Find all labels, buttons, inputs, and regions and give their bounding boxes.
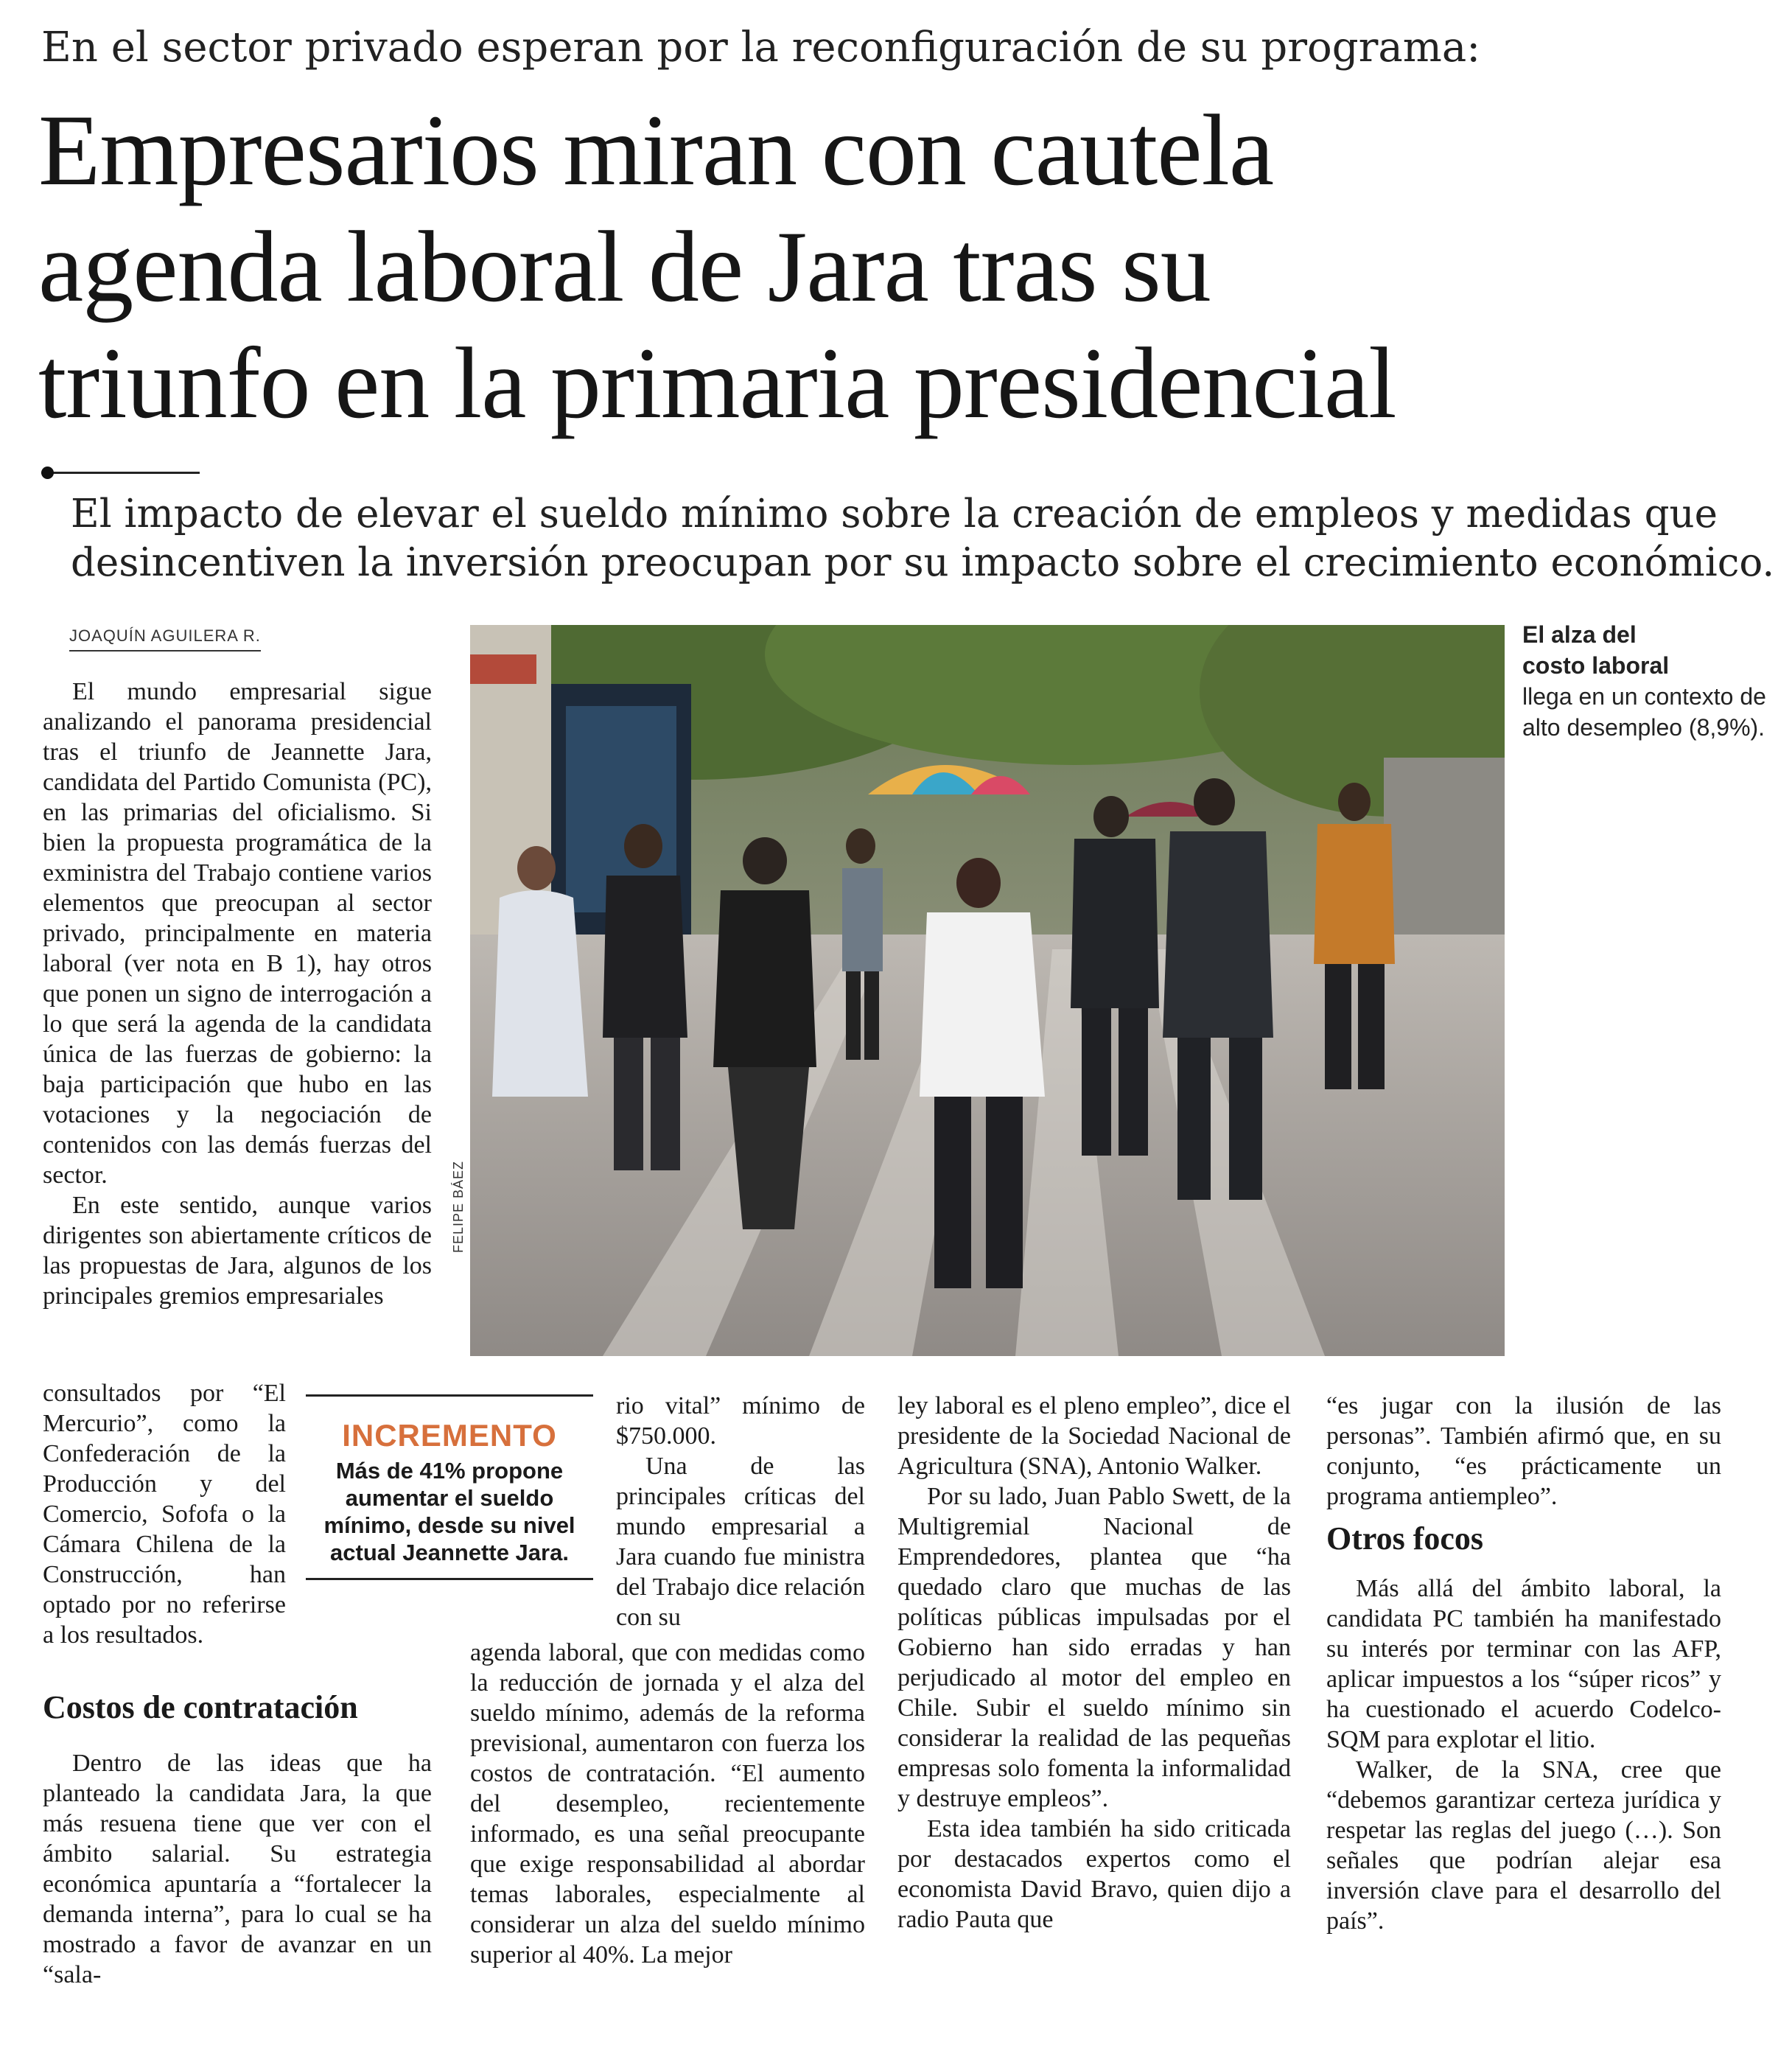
headline-line-1: Empresarios miran con cautela: [38, 94, 1274, 206]
paragraph: ley laboral es el pleno empleo”, dice el presidente de la Sociedad Nacional de Agricultura (SNA), Antonio Walker.: [897, 1392, 1291, 1480]
paragraph: agenda laboral, que con medidas como la reducción de jornada y el alza del sueldo mínimo, además de la reforma previsional, aumentaron con fuerza los costos de contratación. “El aumento del desempleo, recientemente informado, es una señal preocupante que exige responsabilidad al abordar temas laborales, especialmente al considerar un alza del sueldo mínimo superior al 40%. La mejor: [470, 1639, 865, 1969]
deck-line-1: El impacto de elevar el sueldo mínimo sobre la creación de empleos y medidas que: [71, 492, 1718, 537]
deck: [71, 490, 1780, 587]
paragraph: Más allá del ámbito laboral, la candidata PC también ha manifestado su interés por terminar con las AFP, aplicar impuestos a los “súper ricos” y ha cuestionado el acuerdo Codelco-SQM para explotar el litio.: [1326, 1575, 1721, 1753]
sidebar-text: Más de 41% propone aumentar el sueldo mínimo, desde su nivel actual Jeannette Jara.: [323, 1458, 575, 1565]
deck-line-2: desincentiven la inversión preocupan por su impacto sobre el crecimiento económico.: [71, 540, 1775, 585]
kicker: En el sector privado esperan por la reconfiguración de su programa:: [41, 24, 1481, 71]
byline: JOAQUÍN AGUILERA R.: [69, 626, 261, 652]
subheading: Costos de contratación: [43, 1689, 358, 1725]
paragraph: En este sentido, aunque varios dirigentes son abiertamente críticos de las propuestas de Jara, algunos de los principales gremios empresariales: [43, 1192, 432, 1310]
sidebar-box: [306, 1394, 593, 1580]
paragraph: “es jugar con la ilusión de las personas”. También afirmó que, en su conjunto, “es prácticamente un programa antiempleo”.: [1326, 1392, 1721, 1510]
paragraph: rio vital” mínimo de $750.000.: [616, 1392, 865, 1450]
sidebar-title: INCREMENTO: [342, 1418, 557, 1453]
paragraph: Dentro de las ideas que ha planteado la candidata Jara, la que más resuena tiene que ver con el ámbito salarial. Su estrategia económica apuntaría a “fortalecer la demanda interna”, para lo cual se ha mostrado a favor de avanzar en un “sala-: [43, 1750, 432, 1988]
paragraph: consultados por “El Mercurio”, como la Confederación de la Producción y del Comercio, Sofofa o la Cámara Chilena de la Construcción, han optado por no referirse a los resultados.: [43, 1380, 286, 1649]
column-1-continued: [43, 1378, 286, 1650]
headline-line-2: agenda laboral de Jara tras su: [38, 210, 1211, 323]
paragraph: Una de las principales críticas del mundo empresarial a Jara cuando fue ministra del Trabajo dice relación con su: [616, 1453, 865, 1631]
photo-credit: FELIPE BÁEZ: [451, 1160, 466, 1253]
column-2: [470, 1638, 865, 1970]
paragraph: El mundo empresarial sigue analizando el panorama presidencial tras el triunfo de Jeannette Jara, candidata del Partido Comunista (PC), en las primarias del oficialismo. Si bien la propuesta programática de la exministra del Trabajo contiene varios elementos que preocupan al sector privado, principalmente en materia laboral (ver nota en B 1), hay otros que ponen un signo de interrogación a lo que será la agenda de la candidata única de las fuerzas de gobierno: la baja participación que hubo en las votaciones y la negociación de contenidos con las demás fuerzas del sector.: [43, 678, 432, 1189]
subheading: Otros focos: [1326, 1520, 1484, 1557]
caption-text: llega en un contexto de alto desempleo (8,9%).: [1522, 683, 1766, 741]
column-3: [897, 1391, 1291, 1935]
headline: [38, 92, 1763, 441]
photo-caption: [1522, 619, 1773, 743]
article-photo: [470, 625, 1505, 1356]
paragraph: Por su lado, Juan Pablo Swett, de la Multigremial Nacional de Emprendedores, plantea que “ha quedado claro que muchas de las políticas públicas impulsadas por el Gobierno han sido erradas y han perjudicado al motor del empleo en Chile. Subir el sueldo mínimo sin considerar la realidad de las pequeñas empresas solo fomenta la informalidad y destruye empleos”.: [897, 1483, 1291, 1812]
deck-rule: [41, 472, 200, 474]
column-4: [1326, 1391, 1721, 1936]
column-2-top: [616, 1391, 865, 1632]
paragraph: Esta idea también ha sido criticada por destacados expertos como el economista David Bravo, quien dijo a radio Pauta que: [897, 1815, 1291, 1933]
column-1: [43, 677, 432, 1311]
deck-bullet-icon: [41, 467, 54, 479]
paragraph: Walker, de la SNA, cree que “debemos garantizar certeza jurídica y respetar las reglas del juego (…). Son señales que podrían alejar esa inversión clave para el desarrollo del país”.: [1326, 1756, 1721, 1935]
street-scene-photo: [470, 625, 1505, 1356]
caption-bold-line-1: El alza del: [1522, 621, 1637, 648]
column-1-lower: [43, 1688, 432, 1990]
sidebar-rule: [306, 1578, 593, 1580]
caption-bold-line-2: costo laboral: [1522, 652, 1670, 679]
headline-line-3: triunfo en la primaria presidencial: [38, 326, 1396, 439]
